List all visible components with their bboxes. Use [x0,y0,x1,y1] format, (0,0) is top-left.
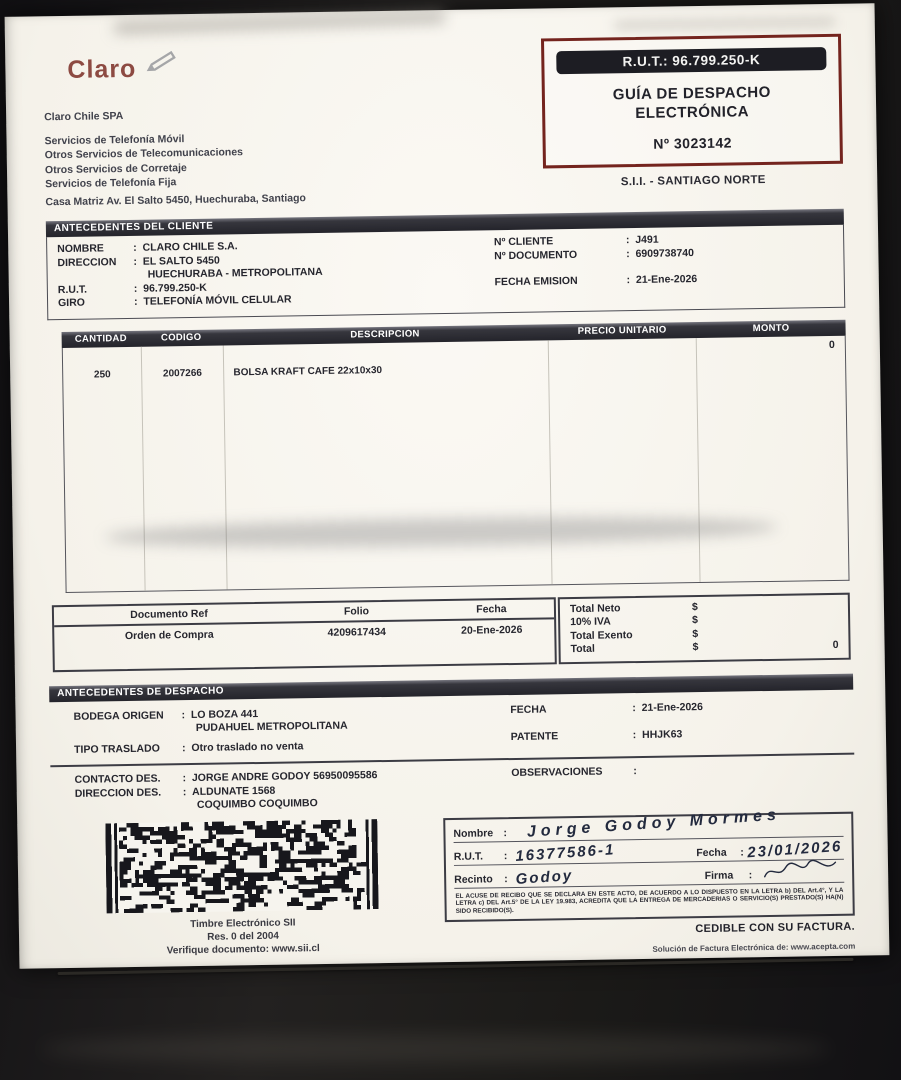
field-label: Nº DOCUMENTO [494,248,578,262]
item-descripcion: BOLSA KRAFT CAFE 22x10x30 [233,364,383,378]
document-type-title: GUÍA DE DESPACHO ELECTRÓNICA [612,83,771,122]
item-row [63,357,845,380]
total-label: 10% IVA [570,615,611,629]
cedible-note: CEDIBLE CON SU FACTURA. [695,920,856,936]
company-line: Servicios de Telefonía Móvil [44,132,185,147]
totals-box [558,592,851,664]
destination-contact: : JORGE ANDRE GODOY 56950095586 [182,769,377,786]
dispatch-section [49,673,855,815]
field-label: CONTACTO DES. [74,772,161,786]
colon-separator [504,850,508,864]
field-label: BODEGA ORIGEN [73,708,164,723]
sii-office: S.I.I. - SANTIAGO NORTE [620,173,766,189]
currency-sign: $ [692,627,699,640]
observations-value [633,765,643,779]
field-label: NOMBRE [57,242,104,256]
legal-notice: EL ACUSE DE RECIBO QUE SE DECLARA EN ESTE ACTO, DE ACUERDO A LO DISPUESTO EN LA LETRA b) DEL Art.4°, Y LA LETRA c) DEL Art.5° DE LA LEY 19.983, ACREDITA QUE LA ENTREGA DE MERCADERIAS O SERVICIO(S) PRESTADO(S) HA(N) SIDO RECIBIDO(S). [455,886,844,915]
company-line: Otros Servicios de Telecomunicaciones [44,146,244,162]
client-giro: : TELEFONÍA MÓVIL CELULAR [134,293,292,309]
origin-warehouse-1: : LO BOZA 441 [181,707,258,722]
currency-sign: $ [692,614,699,627]
client-number: : J491 [626,234,659,248]
dispatch-section-header: ANTECEDENTES DE DESPACHO [49,673,853,702]
company-name: Claro Chile SPA [44,110,124,124]
transfer-type: : Otro traslado no venta [182,740,304,755]
field-label: DIRECCION [57,255,117,269]
docref-header: Fecha [476,602,507,616]
claro-logo-text: Claro [67,54,137,84]
document-id: : 6909738740 [626,247,694,262]
field-label: R.U.T. [57,283,88,296]
total-label: Total [570,642,595,656]
handwritten-recinto: Godoy [514,866,574,888]
docref-header: Folio [343,604,370,618]
field-label: GIRO [57,296,86,310]
provider-footer: Solución de Factura Electrónica de: www.acepta.com [652,941,856,955]
currency-sign: $ [692,641,699,654]
timbre-line-2: Res. 0 del 2004 [207,930,279,943]
total-label: Total Neto [569,601,621,615]
field-label: Fecha [696,846,727,859]
field-label: FECHA EMISION [494,274,578,289]
currency-sign: $ [691,600,698,613]
company-line: Servicios de Telefonía Fija [45,176,177,191]
document-page [5,3,890,969]
dispatch-date: : 21-Ene-2026 [632,701,703,716]
client-section [46,209,845,320]
item-precio-unitario [548,360,697,373]
scanner-bed-noise [40,1034,831,1064]
total-row [570,639,838,657]
claro-logo [67,54,198,96]
timbre-block [105,819,379,958]
total-value: 0 [832,638,839,651]
column-divider [696,338,701,582]
pencil-icon [142,41,183,82]
column-divider [141,346,146,590]
document-reference-table [52,597,557,672]
docref-fecha: 20-Ene-2026 [461,623,523,637]
docref-type: Orden de Compra [124,628,214,642]
item-monto-value: 0 [828,338,835,351]
client-name: : CLARO CHILE S.A. [133,240,238,255]
destination-address-2: COQUIMBO COQUIMBO [196,797,318,811]
client-section-header: ANTECEDENTES DEL CLIENTE [46,209,844,238]
column-header-descripcion: DESCRIPCION [350,327,420,340]
column-header-monto: MONTO [752,322,790,334]
colon-separator [503,827,507,841]
column-header-codigo: CODIGO [160,331,202,343]
vehicle-plate: : HHJK63 [633,728,683,742]
issuer-rut: R.U.T.: 96.799.250-K [556,47,826,74]
field-label: TIPO TRASLADO [73,742,160,756]
emission-date: : 21-Ene-2026 [626,273,697,288]
company-info [44,106,306,209]
destination-address-1: : ALDUNATE 1568 [183,784,276,799]
field-label: Firma [704,869,734,882]
timbre-line-3: Verifique documento: www.sii.cl [166,942,320,956]
field-label: Nº CLIENTE [493,235,554,249]
field-label: OBSERVACIONES [511,765,603,780]
items-table-body [62,335,850,592]
field-label: FECHA [510,702,547,716]
colon-separator [740,846,744,860]
client-address-1: : EL SALTO 5450 [133,254,220,269]
sii-barcode [105,819,378,913]
handwritten-rut: 16377586-1 [514,840,616,865]
client-address-2: HUECHURABA - METROPOLITANA [147,265,323,281]
origin-warehouse-2: PUDAHUEL METROPOLITANA [195,719,348,734]
item-codigo: 2007266 [162,367,202,379]
item-cantidad: 250 [93,368,111,381]
document-header [43,34,843,210]
rut-box [541,34,843,169]
items-table [62,319,850,592]
handwritten-name: Jorge Godoy Mormes [525,806,781,841]
handwritten-date: 23/01/2026 [746,837,843,861]
field-label: Recinto [454,872,493,886]
column-header-cantidad: CANTIDAD [74,332,127,345]
company-address: Casa Matriz Av. El Salto 5450, Huechuraba, Santiago [45,191,307,208]
handwritten-signature [758,858,844,882]
docref-header: Documento Ref [130,607,208,621]
field-label: R.U.T. [453,849,484,863]
column-divider [223,345,228,589]
scan-smudge [105,512,778,551]
column-divider [548,340,553,584]
docref-folio: 4209617434 [327,625,387,639]
item-monto-cell [696,357,845,370]
column-header-precio-unitario: PRECIO UNITARIO [577,324,667,337]
client-rut: : 96.799.250-K [134,281,207,296]
field-label: DIRECCION DES. [74,786,162,800]
receipt-box [443,806,855,922]
company-line: Otros Servicios de Corretaje [44,161,187,176]
field-label: PATENTE [510,730,559,744]
total-label: Total Exento [570,628,633,642]
colon-separator [504,873,508,887]
colon-separator [749,869,753,883]
field-label: Nombre [453,826,494,840]
document-number: Nº 3023142 [653,134,733,152]
timbre-line-1: Timbre Electrónico SII [190,916,296,930]
